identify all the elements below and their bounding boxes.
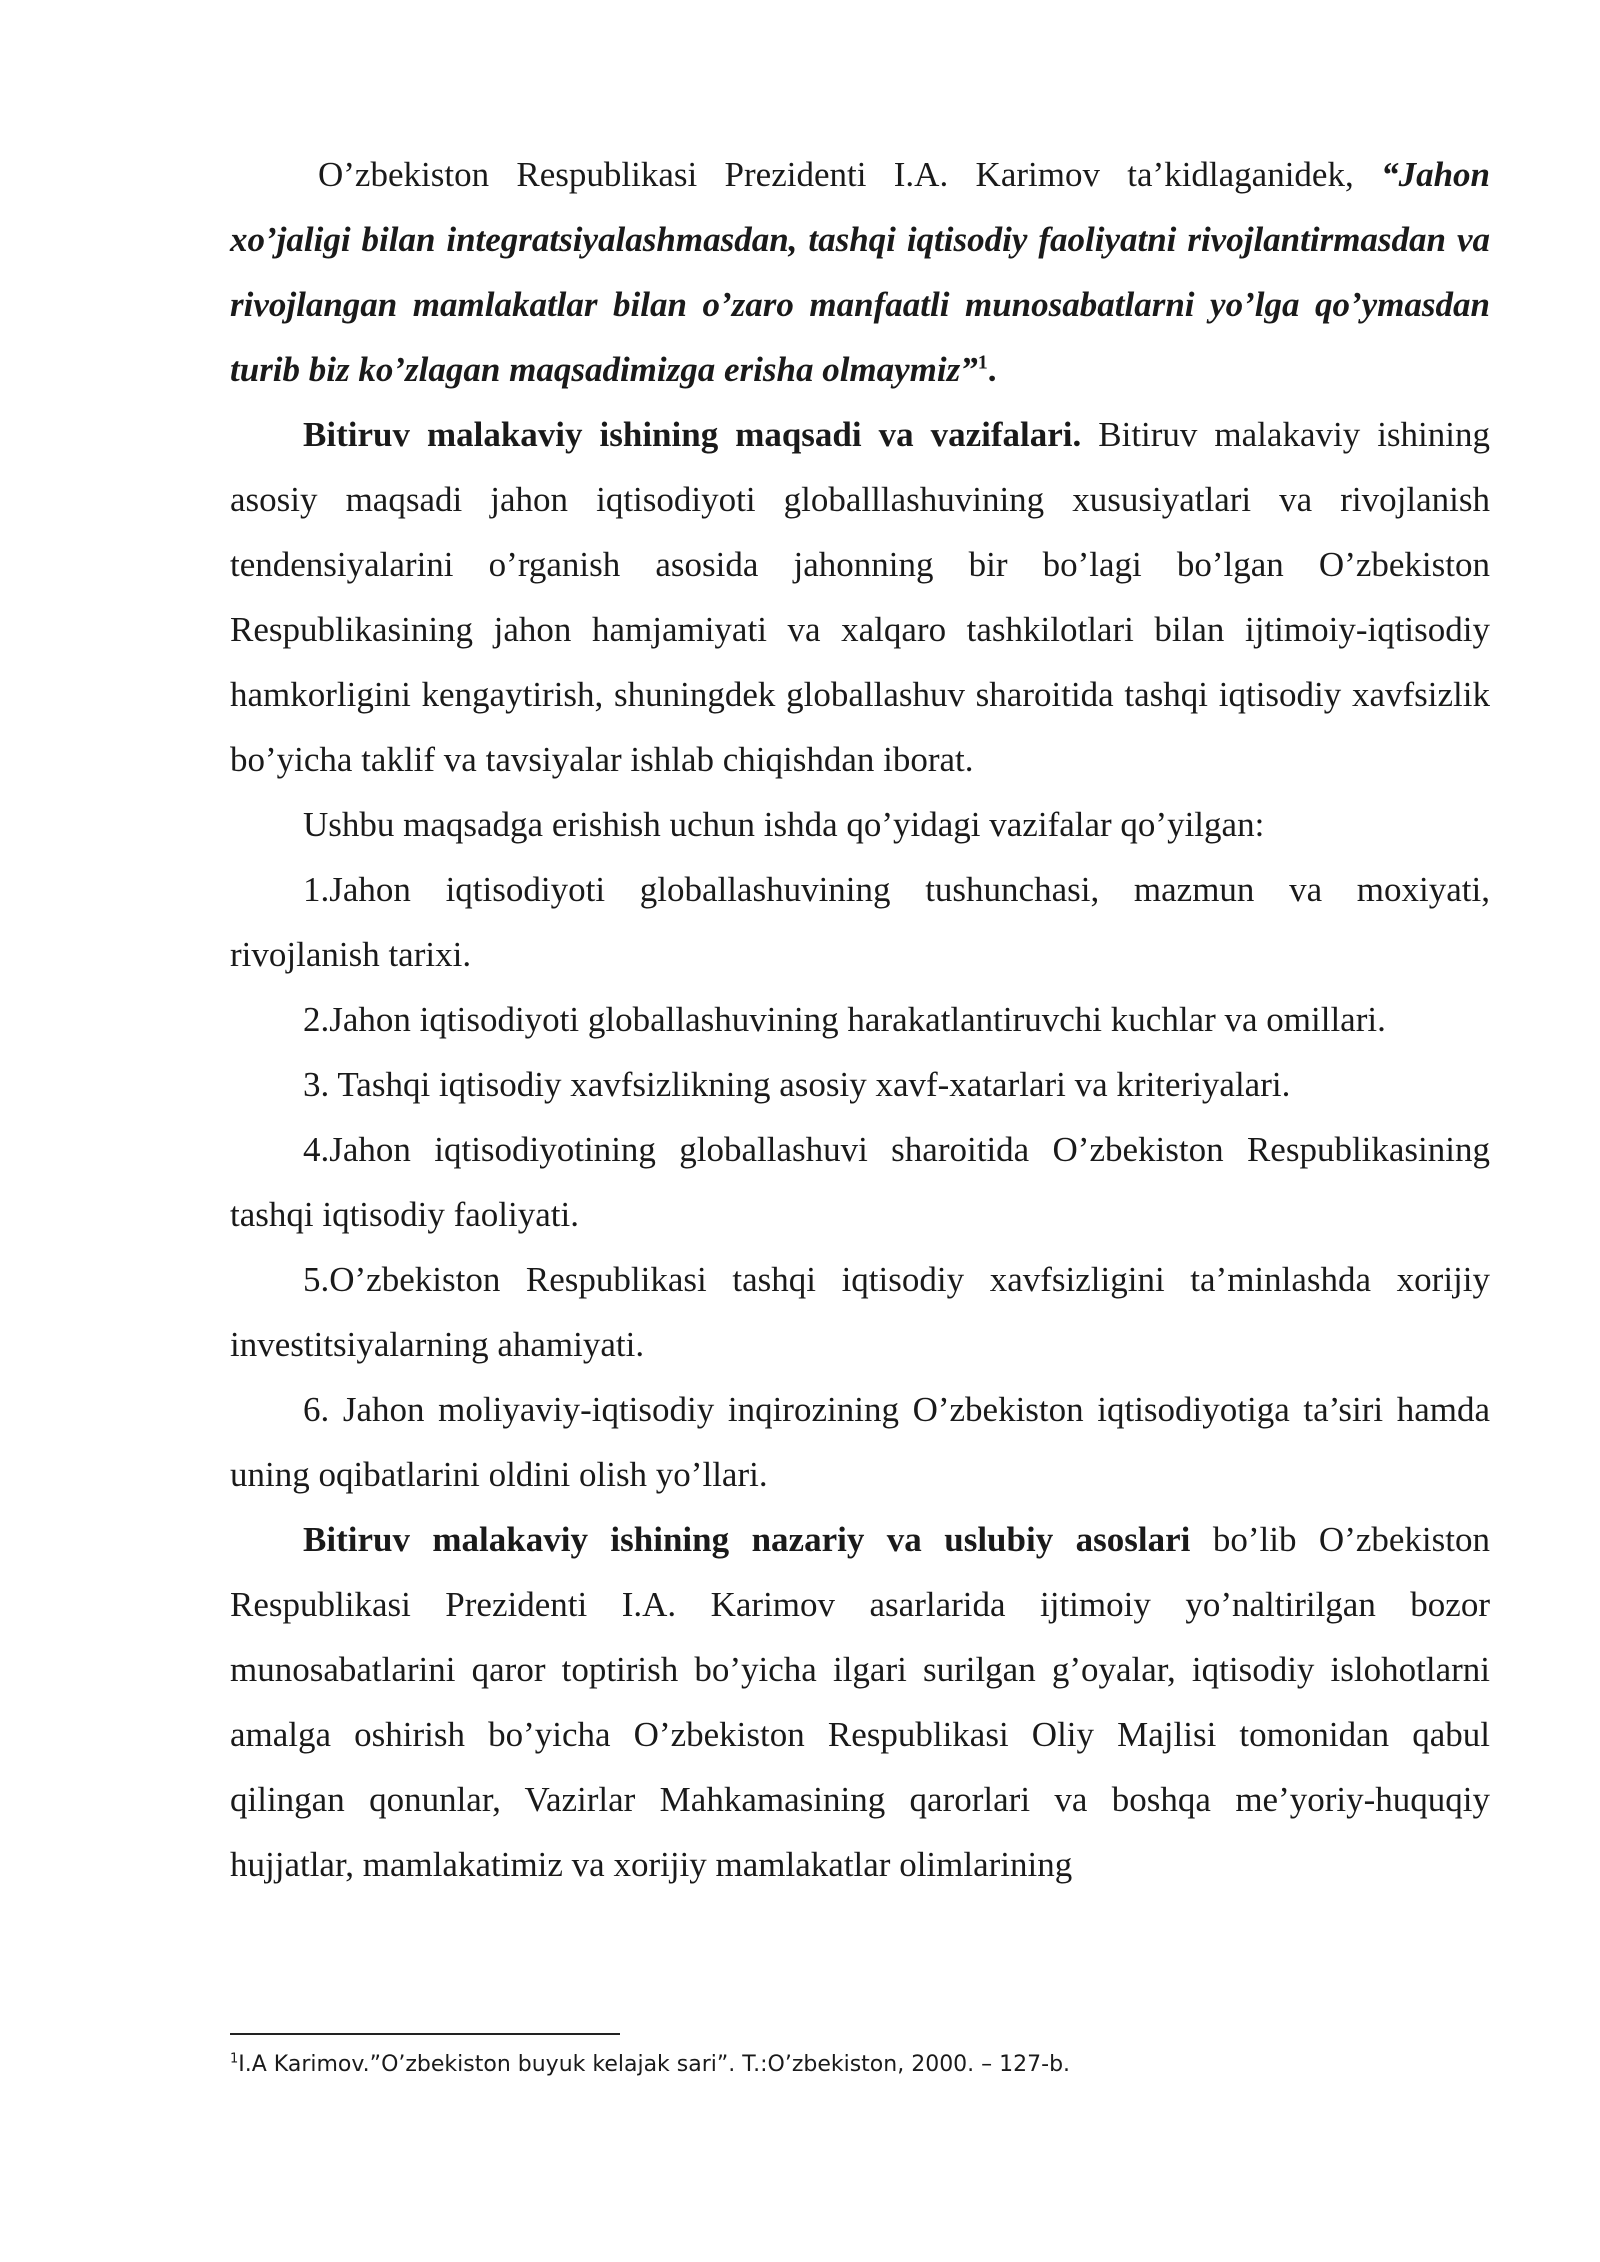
- task-item-1: 1.Jahon iqtisodiyoti globallashuvining tushunchasi, mazmun va moxiyati, rivojlanish tarixi.: [230, 870, 1490, 974]
- task-item-5: 5.O’zbekiston Respublikasi tashqi iqtisodiy xavfsizligini ta’minlashda xorijiy investitsiyalarning ahamiyati.: [230, 1260, 1490, 1364]
- quote-end-period: .: [987, 350, 997, 389]
- footnote-mark: 1: [230, 2051, 239, 2067]
- aim-heading: Bitiruv malakaviy ishining maqsadi va vazifalari.: [303, 415, 1082, 454]
- foundations-body: bo’lib O’zbekiston Respublikasi Prezidenti I.A. Karimov asarlarida ijtimoiy yo’naltirilgan bozor munosabatlarini qaror toptirish bo’yicha ilgari surilgan g’oyalar, iqtisodiy islohotlarni amalga oshirish bo’yicha O’zbekiston Respublikasi Oliy Majlisi tomonidan qabul qilingan qonunlar, Vazirlar Mahkamasining qarorlari va boshqa me’yoriy-huquqiy hujjatlar, mamlakatimiz va xorijiy mamlakatlar olimlarining: [230, 1520, 1490, 1884]
- task-item-3: 3. Tashqi iqtisodiy xavfsizlikning asosiy xavf-xatarlari va kriteriyalari.: [303, 1065, 1291, 1104]
- task-item-2: 2.Jahon iqtisodiyoti globallashuvining harakatlantiruvchi kuchlar va omillari.: [303, 1000, 1386, 1039]
- task-item-6: 6. Jahon moliyaviy-iqtisodiy inqirozining O’zbekiston iqtisodiyotiga ta’siri hamda uning oqibatlarini oldini olish yo’llari.: [230, 1390, 1490, 1494]
- footnote: [230, 2050, 1430, 2080]
- intro-lead-text: O’zbekiston Respublikasi Prezidenti I.A. Karimov ta’kidlaganidek,: [318, 155, 1382, 194]
- paragraph-intro-quote: [230, 142, 1490, 402]
- president-quote: “Jahon xo’jaligi bilan integratsiyalashmasdan, tashqi iqtisodiy faoliyatni rivojlantirmasdan va rivojlangan mamlakatlar bilan o’zaro manfaatli munosabatlarni yo’lga qo’ymasdan turib biz ko’zlagan maqsadimizga erisha olmaymiz”: [230, 155, 1490, 389]
- paragraph-aim: [230, 402, 1490, 792]
- paragraph-foundations: [230, 1507, 1490, 1897]
- paragraph-tasks-intro: Ushbu maqsadga erishish uchun ishda qo’yidagi vazifalar qo’yilgan:: [303, 805, 1265, 844]
- task-item-4: 4.Jahon iqtisodiyotining globallashuvi sharoitida O’zbekiston Respublikasining tashqi iqtisodiy faoliyati.: [230, 1130, 1490, 1234]
- foundations-heading: Bitiruv malakaviy ishining nazariy va uslubiy asoslari: [303, 1520, 1191, 1559]
- aim-body: Bitiruv malakaviy ishining asosiy maqsadi jahon iqtisodiyoti globalllashuvining xususiyatlari va rivojlanish tendensiyalarini o’rganish asosida jahonning bir bo’lagi bo’lgan O’zbekiston Respublikasining jahon hamjamiyati va xalqaro tashkilotlari bilan ijtimoiy-iqtisodiy hamkorligini kengaytirish, shuningdek globallashuv sharoitida tashqi iqtisodiy xavfsizlik bo’yicha taklif va tavsiyalar ishlab chiqishdan iborat.: [230, 415, 1490, 779]
- body-text: [230, 142, 1490, 1897]
- footnote-separator: [230, 2033, 620, 2035]
- footnote-text: I.A Karimov.”O’zbekiston buyuk kelajak sari”. T.:O’zbekiston, 2000. – 127-b.: [238, 2052, 1071, 2077]
- footnote-reference[interactable]: 1: [977, 351, 988, 374]
